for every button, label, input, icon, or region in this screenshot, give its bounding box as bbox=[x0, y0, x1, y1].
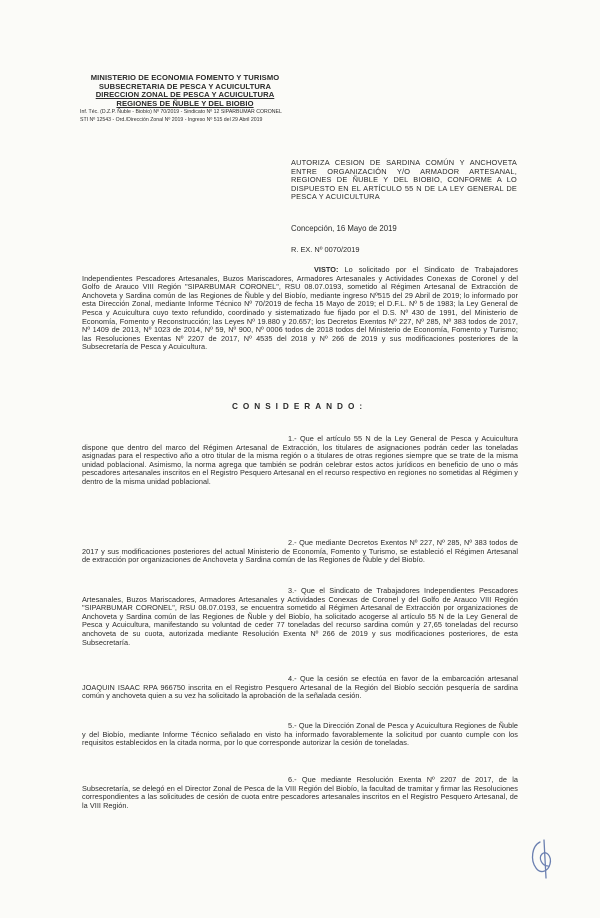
direccion-zonal-line: DIRECCION ZONAL DE PESCA Y ACUICULTURA bbox=[95, 90, 275, 100]
considerando-paragraph-6: 6.- Que mediante Resolución Exenta Nº 2207 de 2017, de la Subsecretaría, se delegó en el Director Zonal de Pesca de la VIII Región del Biobío, la facultad de tramitar y firmar las Resoluciones correspondientes a las solicitudes de cesión de cuota entre pescadores artesanales inscritos en el Registro Pesquero Artesanal, de la VIII Región. bbox=[82, 775, 518, 810]
considerando-paragraph-2: 2.- Que mediante Decretos Exentos Nº 227, Nº 285, Nº 383 todos de 2017 y sus modificaciones posteriores del actual Ministerio de Economía, Fomento y Turismo, se estableció el Régimen Artesanal de extracción por organizaciones de Anchoveta y Sardina común de las Regiones de Ñuble y del Biobío. bbox=[82, 538, 518, 565]
visto-paragraph bbox=[82, 266, 518, 352]
considerando-heading: CONSIDERANDO: bbox=[232, 402, 368, 411]
resolution-date: Concepción, 16 Mayo de 2019 bbox=[291, 224, 397, 233]
visto-label: VISTO: bbox=[314, 265, 339, 274]
regiones-line: REGIONES DE ÑUBLE Y DEL BIOBIO bbox=[116, 98, 254, 108]
resolution-number: R. EX. Nº 0070/2019 bbox=[291, 245, 360, 254]
ministry-line: MINISTERIO DE ECONOMIA FOMENTO Y TURISMO bbox=[90, 73, 280, 82]
reference-line-1: Inf. Téc. (D.Z.P. Ñuble - Biobío) Nº 70/2019 - Sindicato Nº 12 SIPARBUMAR CORONEL bbox=[80, 109, 282, 116]
letterhead bbox=[80, 74, 290, 123]
visto-text: Lo solicitado por el Sindicato de Trabajadores Independientes Pescadores Artesanales, Buzos Mariscadores, Armadores Artesanales y Actividades Conexas de Coronel y del Golfo de Arauco VIII Región "SIPARBUMAR CORONEL", RSU 08.07.0193, sometido al Régimen Artesanal de Extracción de Anchoveta y Sardina común de las Regiones de Ñuble y del Biobío, mediante ingreso Nº515 del 29 Abril de 2019; lo informado por esta Dirección Zonal, mediante Informe Técnico Nº 70/2019 de fecha 15 Mayo de 2019; el D.F.L. Nº 5 de 1983; la Ley General de Pesca y Acuicultura cuyo texto refundido, coordinado y sistematizado fue fijado por el D.S. Nº 430 de 1991, del Ministerio de Economía, Fomento y Reconstrucción; las Leyes Nº 19.880 y 20.657; los Decretos Exentos Nº 227, Nº 285, Nº 383 todos de 2017, Nº 1409 de 2013, Nº 1023 de 2014, Nº 59, Nº 900, Nº 0006 todos de 2018 todos del Ministerio de Economía, Fomento y Turismo; las Resoluciones Exentas Nº 2207 de 2017, Nº 4535 del 2018 y Nº 266 de 2019 y sus modificaciones posteriores de la Subsecretaría de Pesca y Acuicultura. bbox=[82, 265, 518, 352]
considerando-paragraph-4: 4.- Que la cesión se efectúa en favor de la embarcación artesanal JOAQUIN ISAAC RPA 966750 inscrita en el Registro Pesquero Artesanal de la Región del Biobío sección pesquería de sardina común y anchoveta quien a su vez ha solicitado la aprobación de la señalada cesión. bbox=[82, 674, 518, 701]
resolution-subject: AUTORIZA CESION DE SARDINA COMÚN Y ANCHOVETA ENTRE ORGANIZACIÓN Y/O ARMADOR ARTESANAL, REGIONES DE ÑUBLE Y DEL BIOBIO, CONFORME A LO DISPUESTO EN EL ARTÍCULO 55 N DE LA LEY GENERAL DE PESCA Y ACUICULTURA bbox=[291, 158, 517, 202]
considerando-paragraph-3: 3.- Que el Sindicato de Trabajadores Independientes Pescadores Artesanales, Buzos Mariscadores, Armadores Artesanales y Actividades Conexas de Coronel y del Golfo de Arauco VIII Región "SIPARBUMAR CORONEL", RSU 08.07.0193, se encuentra sometido al Régimen Artesanal de Extracción por organizaciones de Anchoveta y Sardina común de las Regiones de Ñuble y del Biobío, ha solicitado acogerse al artículo 55 N de la Ley General de Pesca y Acuicultura, manifestando su voluntad de ceder 77 toneladas del recurso sardina común y 27,65 toneladas del recurso anchoveta de su cuota, autorizada mediante Resolución Exenta Nº 266 de 2019 y sus modificaciones posteriores, de esta Subsecretaría. bbox=[82, 586, 518, 647]
subsecretaria-line: SUBSECRETARIA DE PESCA Y ACUICULTURA bbox=[98, 81, 272, 91]
reference-line-2: STI Nº 12543 - Ord./Dirección Zonal Nº 2019 - Ingreso Nº 515 del 29 Abril 2019 bbox=[80, 116, 263, 123]
considerando-paragraph-1: 1.- Que el artículo 55 N de la Ley General de Pesca y Acuicultura dispone que dentro del marco del Régimen Artesanal de Extracción, los titulares de asignaciones podrán ceder las toneladas asignadas para el respectivo año a otro titular de la misma región o a titulares de otras regiones siempre que se trate de la misma unidad poblacional. Asimismo, la norma agrega que también se podrán celebrar estos actos jurídicos en beneficio de uno o más pescadores artesanales inscritos en el Registro Pesquero Artesanal en el recurso respectivo en regiones no sometidas al Régimen y dentro de la misma unidad poblacional. bbox=[82, 434, 518, 486]
considerando-paragraph-5: 5.- Que la Dirección Zonal de Pesca y Acuicultura Regiones de Ñuble y del Biobío, mediante Informe Técnico señalado en visto ha informado favorablemente la solicitud por cuanto cumple con los requisitos establecidos en la citada norma, por lo que corresponde autorizar la cesión de toneladas. bbox=[82, 721, 518, 748]
initials-signature-mark bbox=[524, 836, 560, 880]
